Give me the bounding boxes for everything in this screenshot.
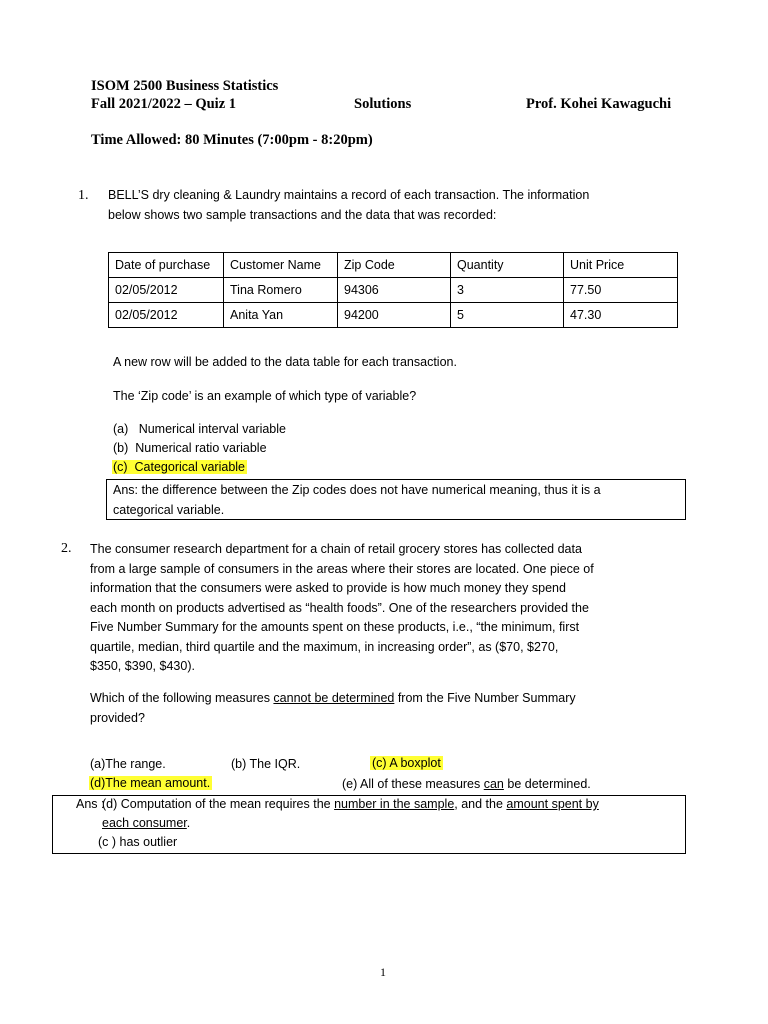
transactions-table [108, 252, 678, 328]
page-number: 1 [380, 965, 386, 979]
table-header-row [109, 253, 678, 278]
q2-answer-line2 [102, 816, 190, 830]
course-title: ISOM 2500 Business Statistics [91, 78, 279, 94]
q2-option-d-correct: (d)The mean amount. [90, 776, 211, 790]
q2-option-c-highlight: (c) A boxplot [372, 756, 441, 770]
q1-number: 1. [78, 188, 89, 203]
q1-option-c-correct: (c) Categorical variable [113, 460, 245, 474]
q2-text-line: $350, $390, $430). [90, 659, 195, 673]
q2-text-line: each month on products advertised as “health foods”. One of the researchers provided the [90, 600, 589, 615]
solutions-label: Solutions [354, 96, 412, 112]
time-allowed: Time Allowed: 80 Minutes (7:00pm - 8:20pm) [91, 132, 373, 148]
q2-option-a: (a)The range. [90, 757, 166, 771]
q2-answer-label: Ans : [76, 797, 105, 811]
table-header-cell: Date of purchase [109, 253, 224, 278]
q1-answer-text [113, 481, 601, 520]
q1-answer-line1: Ans: the difference between the Zip codes does not have numerical meaning, thus it is a [113, 483, 601, 497]
table-cell: 47.30 [564, 303, 678, 328]
q1-text-line1: BELL’S dry cleaning & Laundry maintains a record of each transaction. The information [108, 188, 590, 202]
table-cell: Anita Yan [224, 303, 338, 328]
professor-name: Prof. Kohei Kawaguchi [526, 96, 672, 112]
table-header-cell: Zip Code [338, 253, 451, 278]
q2-text-line: quartile, median, third quartile and the maximum, in increasing order”, as ($70, $270, [90, 639, 559, 654]
q2-answer-line3: (c ) has outlier [98, 835, 178, 849]
q2-answer-amount-spent: amount spent by [506, 797, 599, 811]
q2-answer-number-in-sample: number in the sample [334, 797, 455, 811]
term-line: Fall 2021/2022 – Quiz 1 [91, 96, 236, 112]
table-row [109, 278, 678, 303]
table-cell: 94200 [338, 303, 451, 328]
q2-text [90, 540, 594, 677]
q2-option-e-post: be determined. [503, 777, 591, 791]
q1-text-line2: below shows two sample transactions and the data that was recorded: [108, 207, 497, 222]
q2-question-post: from the Five Number Summary [394, 691, 576, 705]
table-cell: 94306 [338, 278, 451, 303]
q2-option-e-can: can [483, 777, 504, 791]
table-header-cell: Unit Price [564, 253, 678, 278]
q2-answer-line1 [102, 797, 599, 811]
table-cell: 5 [451, 303, 564, 328]
table-row [109, 303, 678, 328]
q2-question-determined: be determined [314, 691, 395, 705]
q1-answer-line2: categorical variable. [113, 502, 225, 517]
q2-text-line: The consumer research department for a chain of retail grocery stores has collected data [90, 542, 582, 556]
q2-text-line: information that the consumers were asked to provide is how much money they spend [90, 581, 566, 595]
q2-number: 2. [61, 541, 72, 556]
table-cell: 77.50 [564, 278, 678, 303]
q2-text-line: Five Number Summary for the amounts spent on these products, i.e., “the minimum, first [90, 620, 580, 634]
q2-option-e [342, 777, 591, 791]
table-cell: 02/05/2012 [109, 278, 224, 303]
q1-question: The ‘Zip code’ is an example of which type of variable? [113, 389, 417, 403]
q2-option-b: (b) The IQR. [231, 757, 301, 771]
table-cell: 3 [451, 278, 564, 303]
q1-text [108, 186, 589, 225]
q1-option-b: (b) Numerical ratio variable [113, 441, 267, 455]
q2-answer-pre: (d) Computation of the mean requires the [102, 797, 335, 811]
table-header-cell: Customer Name [224, 253, 338, 278]
q2-question-cannot: cannot [273, 691, 311, 705]
q2-question-line1 [90, 689, 576, 709]
q2-answer-each-consumer: each consumer [102, 816, 187, 830]
q2-option-e-pre: (e) All of these measures [342, 777, 484, 791]
q2-answer-mid: , and the [454, 797, 507, 811]
q1-option-a: (a) Numerical interval variable [113, 422, 286, 436]
table-cell: 02/05/2012 [109, 303, 224, 328]
table-header-cell: Quantity [451, 253, 564, 278]
q2-question-pre: Which of the following measures [90, 691, 274, 705]
table-cell: Tina Romero [224, 278, 338, 303]
q2-question [90, 689, 576, 728]
q2-answer-end: . [186, 816, 191, 830]
q1-note: A new row will be added to the data table for each transaction. [113, 355, 457, 369]
q2-text-line: from a large sample of consumers in the areas where their stores are located. One piece of [90, 561, 594, 576]
q2-question-line2: provided? [90, 710, 145, 725]
